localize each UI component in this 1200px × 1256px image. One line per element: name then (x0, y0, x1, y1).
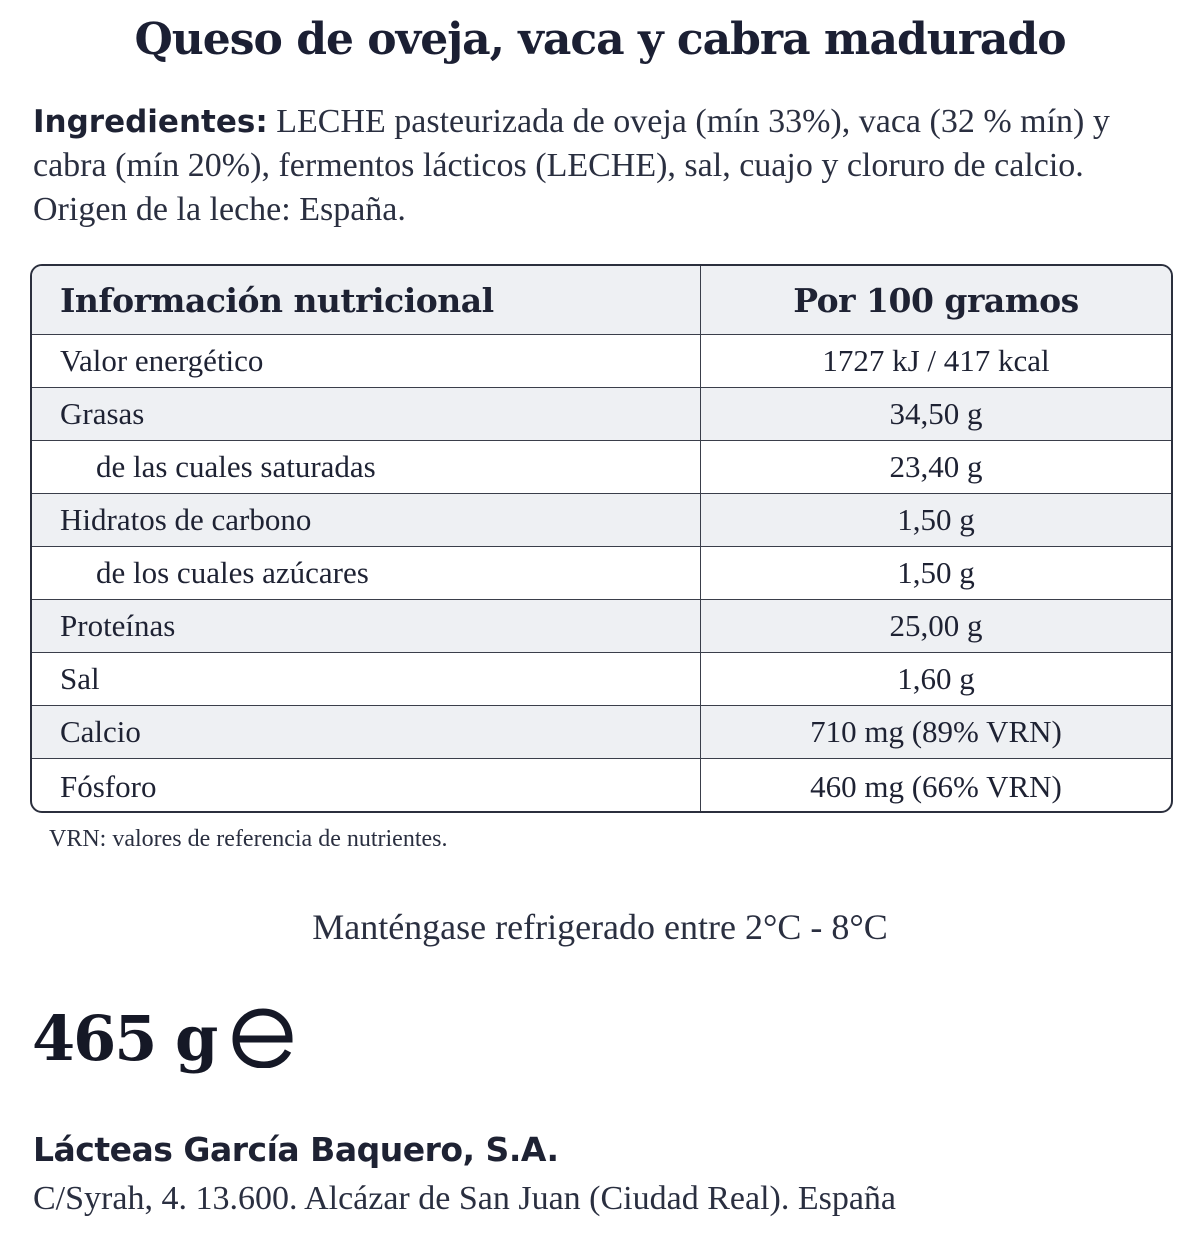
nutrition-header-value: Por 100 gramos (793, 280, 1079, 320)
nutrient-name: Fósforo (32, 759, 701, 813)
nutrition-row-protein (32, 599, 1171, 652)
nutrition-row-saturated (32, 440, 1171, 493)
nutrition-table (30, 264, 1173, 813)
net-weight: 465 g (32, 1001, 217, 1075)
nutrition-row-phosphorus (32, 758, 1171, 813)
nutrient-name: Sal (32, 653, 701, 705)
ingredients-paragraph (33, 100, 1183, 232)
nutrient-name: Calcio (32, 706, 701, 758)
nutrient-name: de las cuales saturadas (32, 441, 701, 493)
nutrition-header-row (32, 266, 1171, 334)
nutrient-value: 25,00 g (889, 608, 983, 643)
nutrition-row-carbohydrates (32, 493, 1171, 546)
nutrient-value: 1,60 g (897, 661, 975, 696)
nutrient-value: 1727 kJ / 417 kcal (822, 343, 1050, 378)
nutrition-row-fat (32, 387, 1171, 440)
company-name: Lácteas García Baquero, S.A. (33, 1130, 559, 1169)
nutrient-name: Proteínas (32, 600, 701, 652)
milk-origin: Origen de la leche: España. (33, 191, 406, 228)
nutrient-value: 34,50 g (889, 396, 983, 431)
vrn-footnote: VRN: valores de referencia de nutrientes. (49, 826, 448, 852)
product-title: Queso de oveja, vaca y cabra madurado (134, 14, 1066, 65)
ingredients-label: Ingredientes: (33, 104, 268, 140)
nutrition-row-calcium (32, 705, 1171, 758)
nutrient-value: 1,50 g (897, 502, 975, 537)
nutrition-header-name: Información nutricional (32, 266, 701, 334)
net-weight-block (32, 998, 296, 1078)
company-address: C/Syrah, 4. 13.600. Alcázar de San Juan (Ciudad Real). España (33, 1180, 897, 1217)
nutrient-name: Grasas (32, 388, 701, 440)
ingredients-text: LECHE pasteurizada de oveja (mín 33%), vaca (32 % mín) y cabra (mín 20%), fermentos lácticos (LECHE), sal, cuajo y cloruro de calcio. (33, 103, 1110, 184)
estimated-e-icon (230, 1008, 296, 1068)
nutrient-value: 1,50 g (897, 555, 975, 590)
nutrient-name: Hidratos de carbono (32, 494, 701, 546)
nutrient-value: 23,40 g (889, 449, 983, 484)
nutrition-row-energy (32, 334, 1171, 387)
nutrient-value: 460 mg (66% VRN) (810, 769, 1062, 804)
nutrition-row-salt (32, 652, 1171, 705)
nutrient-name: de los cuales azúcares (32, 547, 701, 599)
nutrient-value: 710 mg (89% VRN) (810, 714, 1062, 749)
nutrient-name: Valor energético (32, 335, 701, 387)
storage-instructions: Manténgase refrigerado entre 2°C - 8°C (312, 907, 888, 947)
nutrition-row-sugars (32, 546, 1171, 599)
